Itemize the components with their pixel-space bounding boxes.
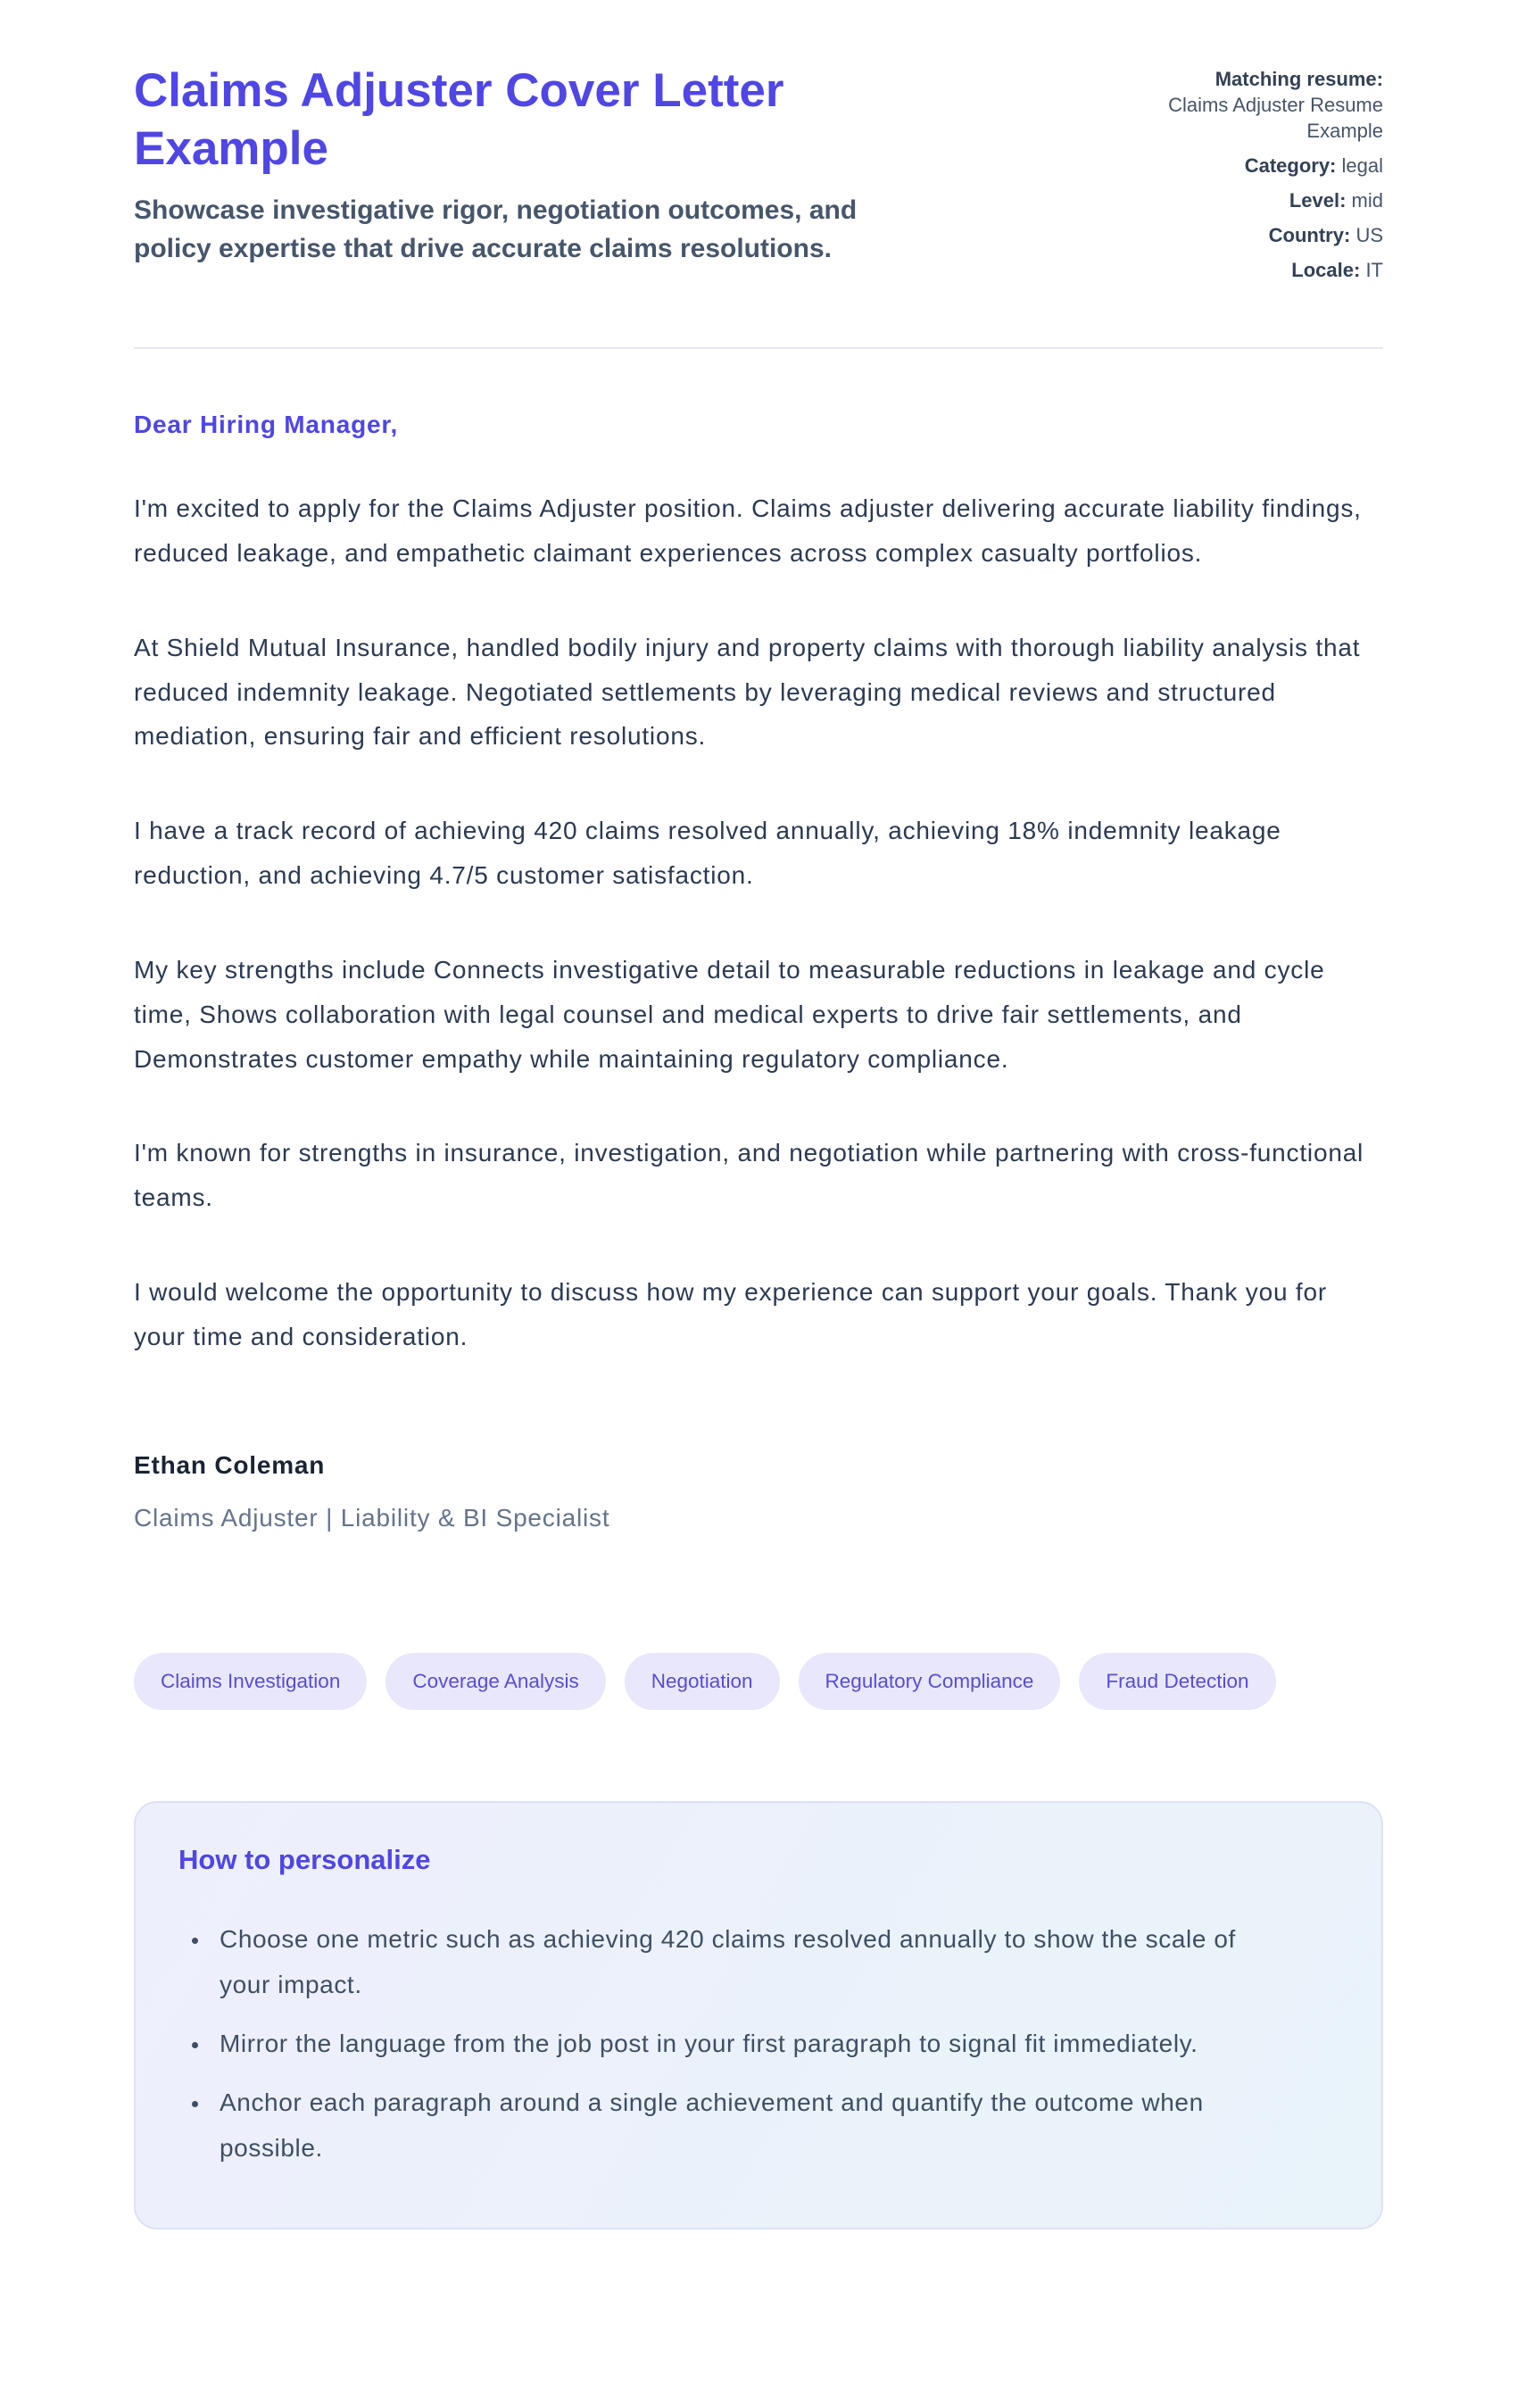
letter-paragraph-5: I'm known for strengths in insurance, investigation, and negotiation while partnering with cross-functional teams. bbox=[134, 1139, 1364, 1212]
letter-paragraph-4: My key strengths include Connects investigative detail to measurable reductions in leakage and cycle time, Shows collaboration with legal counsel and medical experts to drive fair settlements, and Demonstrates customer empathy while maintaining regulatory compliance. bbox=[134, 955, 1325, 1073]
personalize-card bbox=[134, 1801, 1383, 2229]
signature-role: Claims Adjuster | Liability & BI Specialist bbox=[134, 1504, 610, 1532]
personalize-tip-2: • Mirror the language from the job post in your first paragraph to signal fit immediately. bbox=[211, 2022, 1290, 2066]
personalize-tip-1: • Choose one metric such as achieving 420 claims resolved annually to show the scale of your impact. bbox=[211, 1917, 1290, 2007]
meta-country bbox=[1089, 222, 1383, 248]
meta-matching-resume-label: Matching resume: bbox=[1214, 68, 1383, 90]
skill-tag-regulatory-compliance[interactable]: Regulatory Compliance bbox=[799, 1653, 1061, 1710]
meta-category bbox=[1089, 153, 1383, 179]
personalize-tip-3: • Anchor each paragraph around a single achievement and quantify the outcome when possible. bbox=[211, 2080, 1290, 2171]
meta-level-label: Level: bbox=[1289, 189, 1347, 212]
meta-country-label: Country: bbox=[1268, 224, 1351, 247]
skill-tag-coverage-analysis[interactable]: Coverage Analysis bbox=[385, 1653, 605, 1710]
letter-paragraph-3: I have a track record of achieving 420 claims resolved annually, achieving 18% indemnity leakage reduction, and achieving 4.7/5 customer satisfaction. bbox=[134, 817, 1281, 890]
meta-matching-resume bbox=[1089, 66, 1383, 144]
meta-level bbox=[1089, 187, 1383, 213]
personalize-list bbox=[178, 1917, 1290, 2171]
header-title-block bbox=[134, 62, 1089, 269]
meta-category-label: Category: bbox=[1244, 154, 1337, 178]
skill-tag-claims-investigation[interactable]: Claims Investigation bbox=[134, 1653, 367, 1710]
meta-level-value: mid bbox=[1351, 189, 1383, 212]
meta-locale-label: Locale: bbox=[1291, 259, 1361, 282]
meta-locale-value: IT bbox=[1365, 259, 1383, 282]
page-subtitle: Showcase investigative rigor, negotiation outcomes, and policy expertise that drive accurate claims resolutions. bbox=[134, 195, 858, 264]
personalize-heading: How to personalize bbox=[178, 1844, 431, 1876]
letter-paragraph-2: At Shield Mutual Insurance, handled bodily injury and property claims with thorough liability analysis that reduced indemnity leakage. Negotiated settlements by leveraging medical reviews and structured mediation, ensuring fair and efficient resolutions. bbox=[134, 633, 1361, 751]
letter-body bbox=[134, 403, 1383, 1540]
letter-greeting: Dear Hiring Manager, bbox=[134, 411, 399, 439]
meta-country-value: US bbox=[1355, 224, 1383, 247]
meta-locale bbox=[1089, 257, 1383, 283]
header bbox=[134, 62, 1383, 292]
meta-category-value: legal bbox=[1341, 154, 1383, 178]
skill-tags bbox=[134, 1653, 1383, 1710]
meta-panel bbox=[1089, 62, 1383, 292]
skill-tag-fraud-detection[interactable]: Fraud Detection bbox=[1079, 1653, 1275, 1710]
letter-paragraph-6: I would welcome the opportunity to discuss how my experience can support your goals. Thank you for your time and consideration. bbox=[134, 1277, 1327, 1350]
page-title: Claims Adjuster Cover Letter Example bbox=[134, 64, 784, 175]
header-divider bbox=[134, 347, 1383, 349]
skill-tag-negotiation[interactable]: Negotiation bbox=[625, 1653, 780, 1710]
signature-name: Ethan Coleman bbox=[134, 1450, 326, 1479]
meta-matching-resume-value[interactable]: Claims Adjuster Resume Example bbox=[1168, 94, 1383, 143]
letter-paragraph-1: I'm excited to apply for the Claims Adjuster position. Claims adjuster delivering accurate liability findings, reduced leakage, and empathetic claimant experiences across complex casualty portfolios. bbox=[134, 494, 1362, 567]
